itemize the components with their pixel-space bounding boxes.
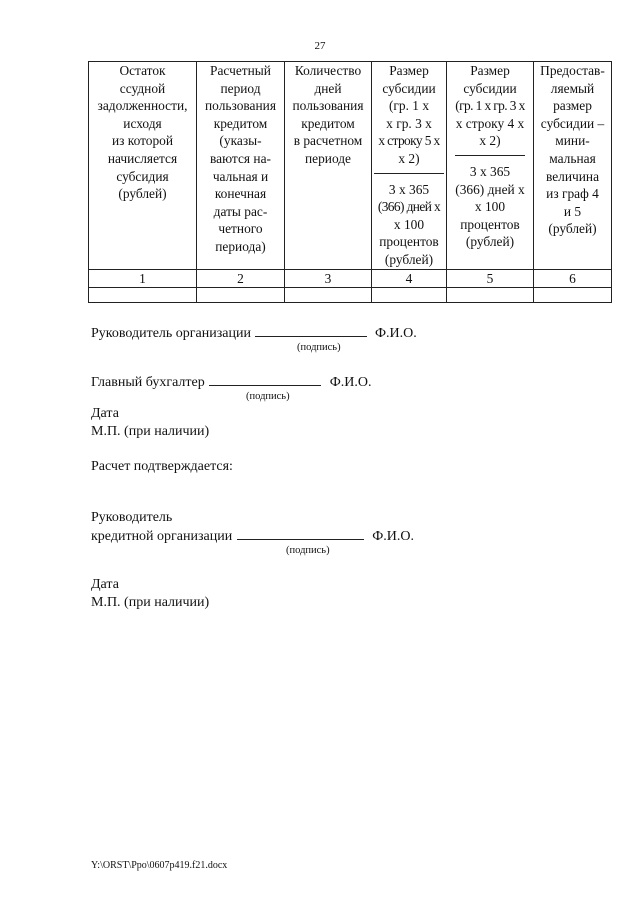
header-col-6: Предостав- ляемый размер субсидии – мини- мальная величина из граф 4 и 5 (рублей) bbox=[534, 62, 612, 270]
empty-data-row bbox=[89, 288, 612, 303]
header-col-3: Количество дней пользования кредитом в расчетном периоде bbox=[285, 62, 372, 270]
column-number: 3 bbox=[285, 270, 372, 288]
signature-blank bbox=[209, 373, 321, 386]
header-col-5: Размер субсидии (гр. 1 х гр. 3 х х строку 4 х х 2) 3 х 365 (366) дней х х 100 процентов (рублей) bbox=[447, 62, 534, 270]
empty-cell bbox=[197, 288, 285, 303]
empty-cell bbox=[372, 288, 447, 303]
column-number: 1 bbox=[89, 270, 197, 288]
signature-caption: (подпись) bbox=[246, 391, 290, 402]
chief-accountant-label: Главный бухгалтер bbox=[91, 375, 205, 390]
column-number-row bbox=[89, 270, 612, 288]
signature-caption: (подпись) bbox=[297, 342, 341, 353]
column-number: 6 bbox=[534, 270, 612, 288]
column-number: 5 bbox=[447, 270, 534, 288]
credit-org-label: кредитной организации bbox=[91, 529, 233, 544]
fraction-line bbox=[455, 155, 525, 156]
signature-blank bbox=[255, 324, 367, 337]
head-org-signature-line bbox=[91, 324, 417, 342]
chief-accountant-signature-line bbox=[91, 373, 372, 391]
credit-head-label: Руководитель bbox=[91, 510, 173, 525]
head-org-label: Руководитель организации bbox=[91, 326, 251, 341]
header-col-2: Расчетный период пользования кредитом (указы- ваются на- чальная и конечная даты рас- четного периода) bbox=[197, 62, 285, 270]
signature-blank bbox=[237, 527, 364, 540]
date-label: Дата bbox=[91, 406, 119, 421]
page-number: 27 bbox=[314, 40, 326, 52]
chief-accountant-name: Ф.И.О. bbox=[329, 375, 372, 390]
column-number: 2 bbox=[197, 270, 285, 288]
footer-file-path: Y:\ORST\Ppo\0607p419.f21.docx bbox=[91, 860, 228, 871]
signature-caption: (подпись) bbox=[286, 545, 330, 556]
empty-cell bbox=[285, 288, 372, 303]
table-header-row bbox=[89, 62, 612, 270]
subsidy-calculation-table bbox=[88, 61, 612, 303]
header-col-1: Остаток ссудной задолженности, исходя из которой начисляется субсидия (рублей) bbox=[89, 62, 197, 270]
empty-cell bbox=[534, 288, 612, 303]
date-label: Дата bbox=[91, 577, 119, 592]
credit-head-signature-line bbox=[91, 527, 414, 545]
confirmation-text: Расчет подтверждается: bbox=[91, 459, 233, 474]
column-number: 4 bbox=[372, 270, 447, 288]
header-col-4: Размер субсидии (гр. 1 х х гр. 3 х х строку 5 х х 2) 3 х 365 (366) дней х х 100 процентов (рублей) bbox=[372, 62, 447, 270]
empty-cell bbox=[89, 288, 197, 303]
head-org-name: Ф.И.О. bbox=[374, 326, 417, 341]
credit-head-name: Ф.И.О. bbox=[372, 529, 414, 544]
fraction-line bbox=[374, 173, 444, 174]
empty-cell bbox=[447, 288, 534, 303]
seal-label: М.П. (при наличии) bbox=[91, 595, 210, 610]
seal-label: М.П. (при наличии) bbox=[91, 424, 210, 439]
